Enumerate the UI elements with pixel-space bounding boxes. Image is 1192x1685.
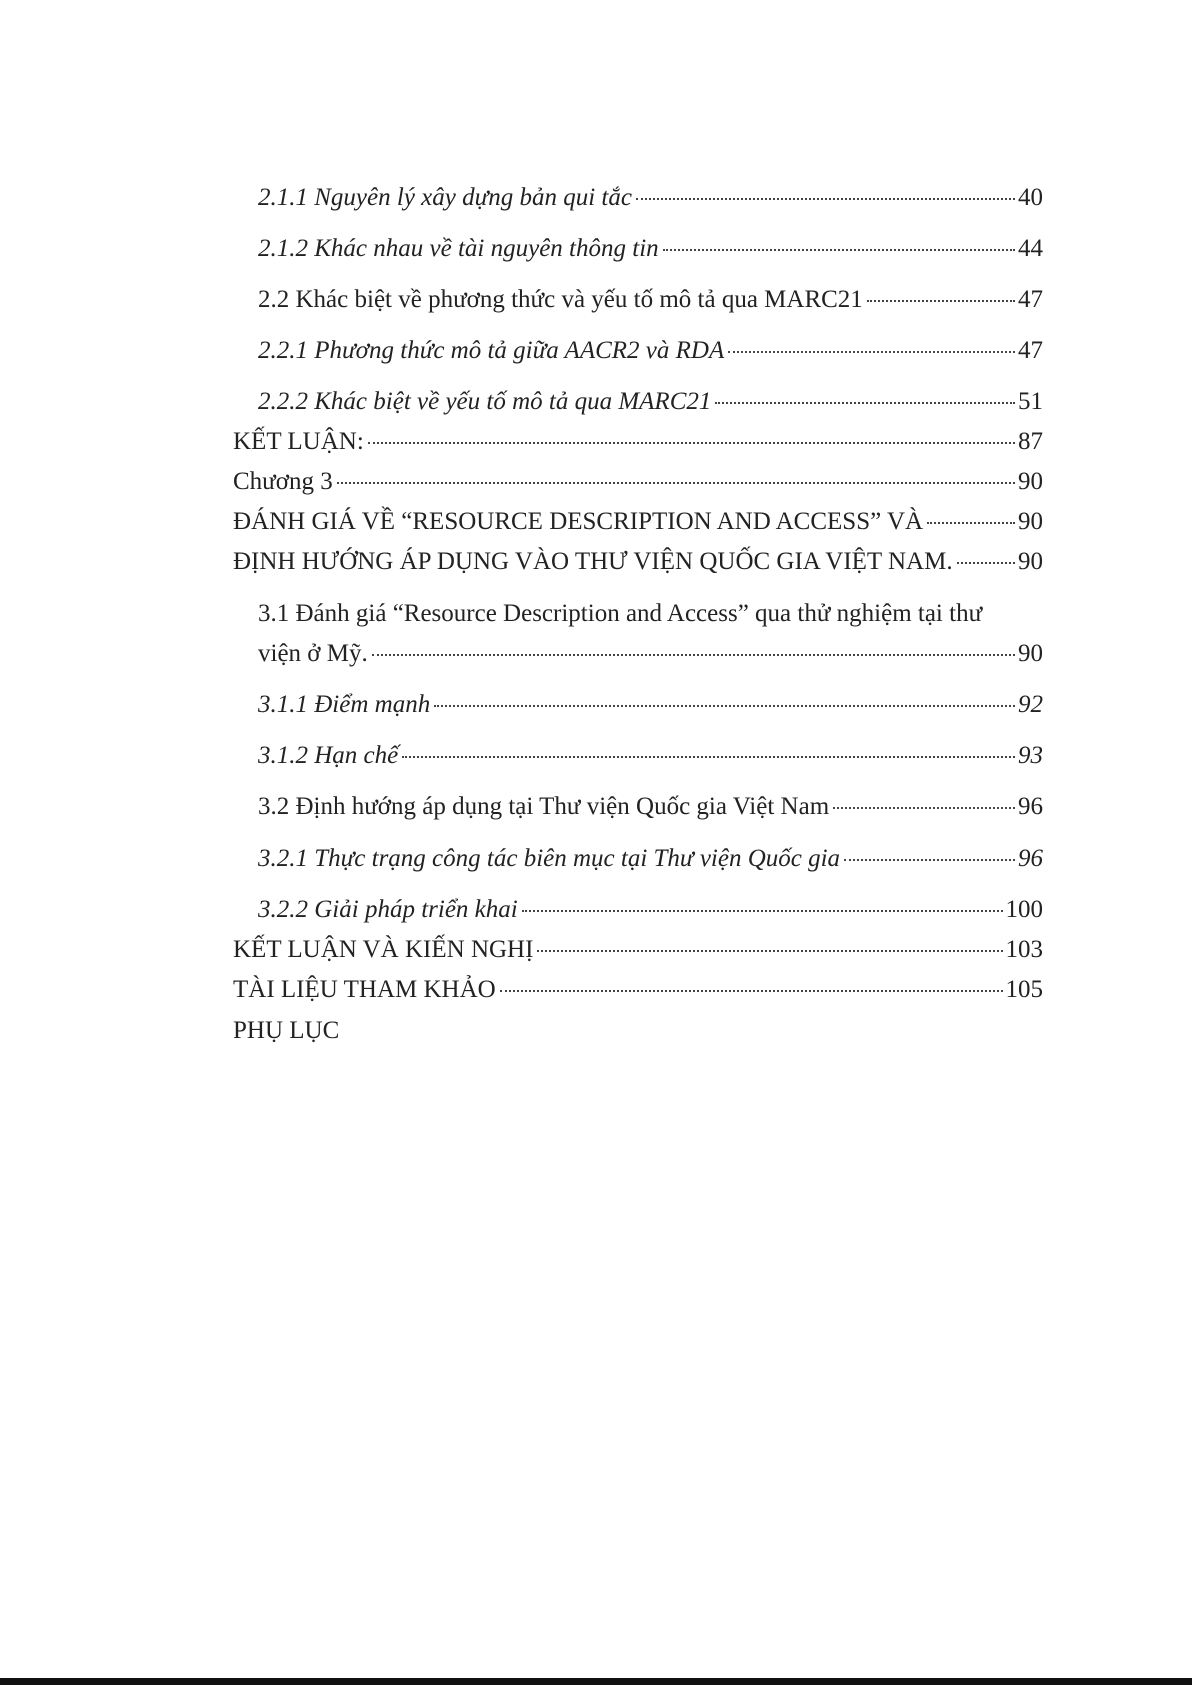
toc-entry-dinh-huong xyxy=(233,545,1043,579)
toc-entry-title: 2.2.2 Khác biệt về yếu tố mô tả qua MARC21 xyxy=(258,388,712,415)
toc-entry-tai-lieu-tham-khao xyxy=(233,973,1043,1007)
dot-leader xyxy=(537,950,1002,952)
dot-leader xyxy=(927,522,1015,524)
toc-entry-3-1-2 xyxy=(258,739,1043,773)
toc-entry-title: 3.2.2 Giải pháp triển khai xyxy=(258,896,518,923)
toc-entry-title: ĐỊNH HƯỚNG ÁP DỤNG VÀO THƯ VIỆN QUỐC GIA VIỆT NAM. xyxy=(233,548,953,575)
dot-leader xyxy=(957,562,1015,564)
toc-entry-page: 40 xyxy=(1018,184,1043,211)
toc-entry-page: 105 xyxy=(1005,976,1043,1003)
toc-entry-page: 90 xyxy=(1018,508,1043,535)
dot-leader xyxy=(663,249,1015,251)
toc-entry-title: 2.2.1 Phương thức mô tả giữa AACR2 và RDA xyxy=(258,337,725,364)
toc-entry-title: KẾT LUẬN: xyxy=(233,428,364,455)
toc-entry-title: ĐÁNH GIÁ VỀ “RESOURCE DESCRIPTION AND ACCESS” VÀ xyxy=(233,508,924,535)
toc-entry-title: 3.2.1 Thực trạng công tác biên mục tại Thư viện Quốc gia xyxy=(258,845,841,872)
toc-entry-3-2-1 xyxy=(258,842,1043,876)
toc-entry-danh-gia xyxy=(233,505,1043,539)
toc-entry-3-2-2 xyxy=(258,893,1043,927)
toc-entry-page: 47 xyxy=(1018,337,1043,364)
toc-entry-ket-luan-kien-nghi xyxy=(233,933,1043,967)
toc-entry-title: 2.1.2 Khác nhau về tài nguyên thông tin xyxy=(258,235,659,262)
toc-entry-phu-luc xyxy=(233,1014,1043,1048)
dot-leader xyxy=(402,756,1015,758)
toc-entry-page: 90 xyxy=(1018,468,1043,495)
toc-entry-2-2 xyxy=(258,283,1043,317)
dot-leader xyxy=(337,482,1015,484)
toc-entry-page: 87 xyxy=(1018,428,1043,455)
dot-leader xyxy=(522,910,1003,912)
toc-entry-2-1-2 xyxy=(258,232,1043,266)
toc-entry-page: 93 xyxy=(1018,742,1043,769)
toc-entry-title: 2.2 Khác biệt về phương thức và yếu tố mô tả qua MARC21 xyxy=(258,286,863,313)
toc-entry-2-1-1 xyxy=(258,181,1043,215)
toc-entry-page: 92 xyxy=(1018,691,1043,718)
toc-entry-page: 103 xyxy=(1005,936,1043,963)
toc-entry-ket-luan xyxy=(233,425,1043,459)
dot-leader xyxy=(844,859,1015,861)
dot-leader xyxy=(636,198,1015,200)
toc-entry-title: TÀI LIỆU THAM KHẢO xyxy=(233,976,496,1003)
toc-entry-2-2-1 xyxy=(258,334,1043,368)
toc-entry-title: KẾT LUẬN VÀ KIẾN NGHỊ xyxy=(233,936,534,963)
toc-entry-title: 3.1.1 Điểm mạnh xyxy=(258,691,431,718)
toc-entry-page: 90 xyxy=(1018,548,1043,575)
dot-leader xyxy=(500,990,1003,992)
toc-entry-title: 2.1.1 Nguyên lý xây dựng bản qui tắc xyxy=(258,184,632,211)
dot-leader xyxy=(368,442,1015,444)
toc-entry-page: 96 xyxy=(1018,793,1043,820)
toc-entry-title: Chương 3 xyxy=(233,468,333,495)
dot-leader xyxy=(867,300,1015,302)
dot-leader xyxy=(372,654,1015,656)
toc-entry-3-1 xyxy=(258,637,1043,671)
toc-entry-3-1-1 xyxy=(258,688,1043,722)
toc-entry-title: 3.1.2 Hạn chế xyxy=(258,742,399,769)
toc-entry-title: viện ở Mỹ. xyxy=(258,640,368,667)
page-bottom-edge xyxy=(0,1678,1192,1685)
toc-entry-3-2 xyxy=(258,790,1043,824)
dot-leader xyxy=(715,402,1015,404)
toc-entry-page: 47 xyxy=(1018,286,1043,313)
dot-leader xyxy=(728,351,1015,353)
toc-entry-2-2-2 xyxy=(258,385,1043,419)
toc-entry-page: 44 xyxy=(1018,235,1043,262)
toc-entry-page: 90 xyxy=(1018,640,1043,667)
toc-entry-page: 96 xyxy=(1018,845,1043,872)
dot-leader xyxy=(833,807,1015,809)
toc-entry-3-1-line1: 3.1 Đánh giá “Resource Description and Access” qua thử nghiệm tại thư xyxy=(258,600,983,627)
toc-entry-chuong-3 xyxy=(233,465,1043,499)
dot-leader xyxy=(434,705,1015,707)
toc-entry-page: 51 xyxy=(1018,388,1043,415)
toc-entry-title: 3.2 Định hướng áp dụng tại Thư viện Quốc gia Việt Nam xyxy=(258,793,830,820)
toc-entry-page: 100 xyxy=(1005,896,1043,923)
toc-entry-title: PHỤ LỤC xyxy=(233,1017,340,1044)
